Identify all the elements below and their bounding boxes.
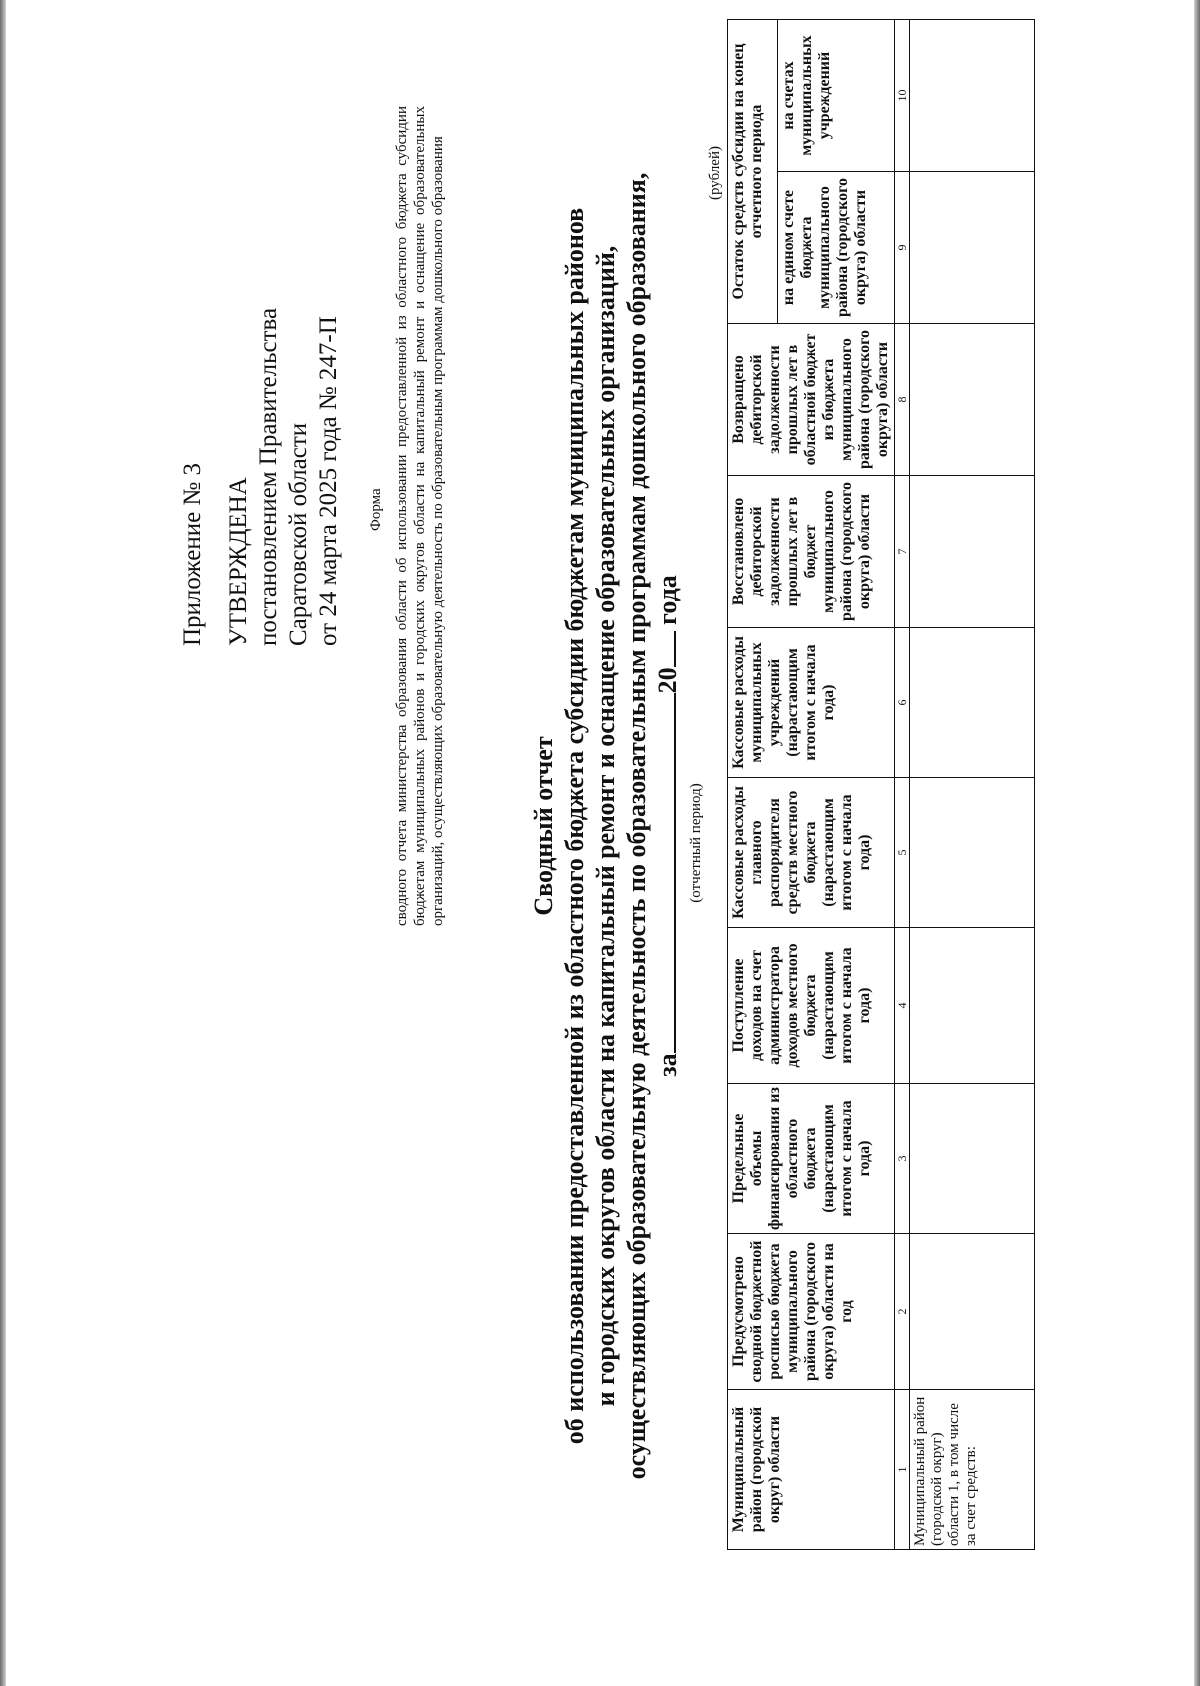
table-cell[interactable] <box>910 1234 1035 1390</box>
form-label: Форма <box>368 488 384 531</box>
column-header: Кассовые расходы главного распорядителя средств местного бюджета (нарастающим итогом с начала года) <box>728 778 895 928</box>
column-number: 1 <box>895 1390 910 1550</box>
table-cell[interactable] <box>910 19 1035 171</box>
period-blank[interactable] <box>674 693 676 1053</box>
table-row <box>910 19 1035 1549</box>
column-header: Предусмотрено сводной бюджетной росписью бюджета муниципального района (городского округа) области на год <box>728 1234 895 1390</box>
report-table <box>727 19 1035 1550</box>
column-number-row <box>895 19 910 1549</box>
period-prefix: за <box>653 1053 682 1077</box>
column-group-header: Остаток средств субсидии на конец отчетного периода <box>728 19 778 323</box>
report-subject: осуществляющих образовательную деятельность по образовательным программам дошкольного образования, <box>622 172 651 1480</box>
row-label: Муниципальный район (городской округ) области 1, в том числе за счет средств: <box>910 1390 1035 1550</box>
period-year-prefix: 20 <box>653 667 682 694</box>
column-number: 9 <box>895 172 910 324</box>
table-cell[interactable] <box>910 324 1035 476</box>
column-number: 5 <box>895 778 910 928</box>
column-subheader: на счетах муниципальных учреждений <box>778 19 895 171</box>
approval-stamp: УТВЕРЖДЕНА <box>225 477 252 646</box>
approval-line: постановлением Правительства <box>255 307 282 646</box>
column-header: Восстановлено дебиторской задолженности прошлых лет в бюджет муниципального района (городского округа) области <box>728 476 895 628</box>
column-header: Муниципальный район (городской округ) области <box>728 1390 895 1550</box>
report-heading: Сводный отчет <box>529 736 558 916</box>
table-cell[interactable] <box>910 476 1035 628</box>
column-number: 10 <box>895 19 910 171</box>
header-row <box>728 19 778 1549</box>
column-header: Возвращено дебиторской задолженности прошлых лет в областной бюджет из бюджета муниципального района (городского округа) области <box>728 324 895 476</box>
form-description: сводного отчета министерства образования области об использовании предоставленной из областного бюджета субсидии бюджетам муниципальных районов и городских округов области на капитальный ремонт и оснащение образовательных организаций, осуществляющих образовательную деятельность по образовательным программам дошкольного образования <box>394 106 446 926</box>
table-cell[interactable] <box>910 172 1035 324</box>
approval-block <box>178 86 344 646</box>
approval-date: от 24 марта 2025 года № 247-П <box>315 316 342 646</box>
period-suffix: года <box>653 575 682 625</box>
column-header: Предельные объемы финансирования из областного бюджета (нарастающим итогом с начала года) <box>728 1084 895 1234</box>
table-cell[interactable] <box>910 928 1035 1084</box>
table-cell[interactable] <box>910 1084 1035 1234</box>
column-subheader: на едином счете бюджета муниципального района (городского округа) области <box>778 172 895 324</box>
year-blank[interactable] <box>674 631 676 667</box>
column-number: 7 <box>895 476 910 628</box>
table-cell[interactable] <box>910 628 1035 778</box>
approval-line: Саратовской области <box>285 422 312 646</box>
period-caption: (отчетный период) <box>688 783 704 903</box>
column-header: Поступление доходов на счет администратора доходов местного бюджета (нарастающим итогом с начала года) <box>728 928 895 1084</box>
report-period <box>652 86 683 1566</box>
column-number: 3 <box>895 1084 910 1234</box>
report-subject: об использовании предоставленной из областного бюджета субсидии бюджетам муниципальных районов <box>560 207 589 1445</box>
column-number: 2 <box>895 1234 910 1390</box>
currency-unit: (рублей) <box>707 146 723 201</box>
column-number: 4 <box>895 928 910 1084</box>
report-title <box>528 86 683 1566</box>
report-subject: и городских округов области на капитальный ремонт и оснащение образовательных организаций, <box>591 245 620 1407</box>
table-cell[interactable] <box>910 778 1035 928</box>
appendix-number: Приложение № 3 <box>179 462 206 646</box>
column-number: 6 <box>895 628 910 778</box>
column-number: 8 <box>895 324 910 476</box>
column-header: Кассовые расходы муниципальных учреждений (нарастающим итогом с начала года) <box>728 628 895 778</box>
